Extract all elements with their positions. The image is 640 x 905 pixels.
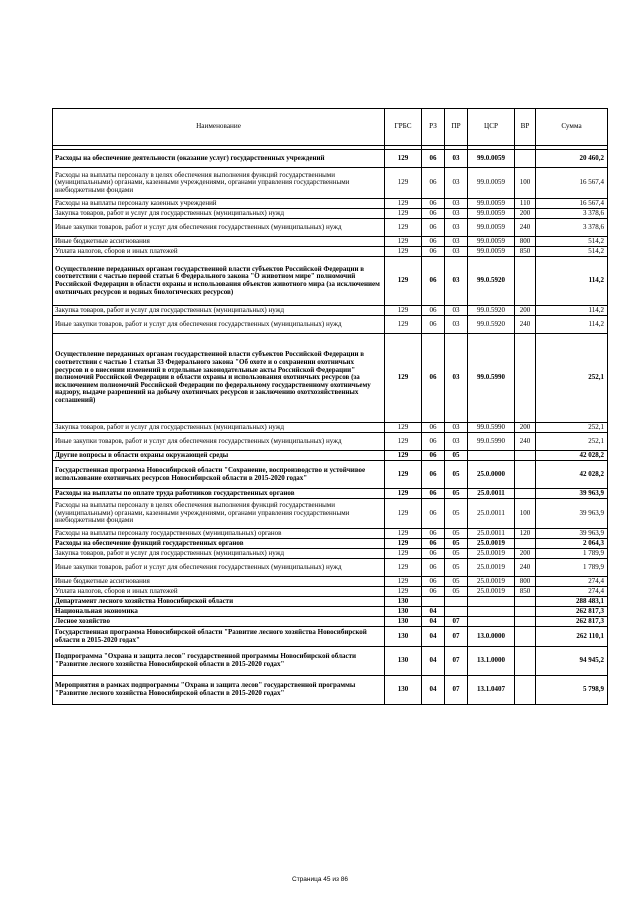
cell-name: Закупка товаров, работ и услуг для государственных (муниципальных) нужд [53, 209, 385, 219]
cell-pr: 03 [445, 316, 468, 334]
cell-vr: 200 [515, 306, 536, 316]
cell-csr: 99.0.0059 [468, 247, 515, 257]
cell-name: Осуществление переданных органам государственной власти субъектов Российской Федерации в соответствии с частью первой статьи 6 Федерального закона "О животном мире" полномочий Российской Федерации в области охраны и использования объектов животного мира (за исключением охотничьих ресурсов и водных биологических ресурсов) [53, 257, 385, 306]
cell-sum: 262 817,3 [536, 617, 608, 627]
cell-vr: 800 [515, 237, 536, 247]
cell-rz: 06 [422, 423, 445, 433]
cell-name: Иные закупки товаров, работ и услуг для обеспечения государственных (муниципальных) нужд [53, 433, 385, 451]
cell-rz: 06 [422, 219, 445, 237]
cell-grbs: 129 [385, 219, 422, 237]
cell-vr: 120 [515, 529, 536, 539]
cell-pr: 05 [445, 549, 468, 559]
cell-name: Расходы на выплаты персоналу казенных учреждений [53, 199, 385, 209]
cell-rz: 06 [422, 587, 445, 597]
cell-grbs: 129 [385, 549, 422, 559]
table-row [53, 617, 608, 627]
cell-csr [468, 617, 515, 627]
cell-csr: 99.0.0059 [468, 168, 515, 199]
cell-rz: 06 [422, 499, 445, 529]
cell-name: Иные закупки товаров, работ и услуг для обеспечения государственных (муниципальных) нужд [53, 219, 385, 237]
cell-csr: 99.0.0059 [468, 237, 515, 247]
cell-grbs: 129 [385, 529, 422, 539]
cell-sum: 2 064,3 [536, 539, 608, 549]
cell-grbs: 129 [385, 461, 422, 489]
cell-name: Национальная экономика [53, 607, 385, 617]
cell-rz: 04 [422, 617, 445, 627]
table-row [53, 676, 608, 705]
cell-name: Подпрограмма "Охрана и защита лесов" государственной программы Новосибирской области "Развитие лесного хозяйства Новосибирской области в 2015-2020 годах" [53, 647, 385, 676]
cell-name: Осуществление переданных органам государственной власти субъектов Российской Федерации в соответствии с частью 1 статьи 33 Федерального закона "Об охоте и о сохранении охотничьих ресурсов и о внесении изменений в отдельные законодательные акты Российской Федерации" полномочий Российской Федерации в области охраны и использования охотничьих ресурсов (за исключением полномочий Российской Федерации по федеральному государственному охотничьему надзору, выдаче разрешений на добычу охотничьих ресурсов и заключению охотхозяйственных соглашений) [53, 334, 385, 423]
cell-pr: 03 [445, 237, 468, 247]
table-row [53, 627, 608, 647]
header-name: Наименование [53, 109, 385, 146]
table-header-row [53, 109, 608, 146]
table-row [53, 433, 608, 451]
cell-name: Уплата налогов, сборов и иных платежей [53, 247, 385, 257]
cell-name: Иные бюджетные ассигнования [53, 237, 385, 247]
cell-sum: 16 567,4 [536, 168, 608, 199]
cell-csr: 13.0.0000 [468, 627, 515, 647]
table-row [53, 316, 608, 334]
table-row [53, 499, 608, 529]
table-row [53, 539, 608, 549]
cell-pr [445, 597, 468, 607]
cell-sum: 42 028,2 [536, 461, 608, 489]
cell-sum: 252,1 [536, 433, 608, 451]
cell-csr: 25.0.0011 [468, 499, 515, 529]
cell-sum: 20 460,2 [536, 150, 608, 168]
cell-vr [515, 627, 536, 647]
cell-rz: 04 [422, 647, 445, 676]
cell-sum: 39 963,9 [536, 529, 608, 539]
cell-grbs: 129 [385, 433, 422, 451]
table-row [53, 597, 608, 607]
cell-csr: 25.0.0019 [468, 539, 515, 549]
header-csr: ЦСР [468, 109, 515, 146]
cell-grbs: 129 [385, 587, 422, 597]
cell-rz: 06 [422, 489, 445, 499]
cell-sum: 274,4 [536, 587, 608, 597]
cell-grbs: 130 [385, 627, 422, 647]
header-grbs: ГРБС [385, 109, 422, 146]
cell-sum: 1 789,9 [536, 559, 608, 577]
cell-name: Уплата налогов, сборов и иных платежей [53, 587, 385, 597]
cell-rz: 06 [422, 559, 445, 577]
cell-name: Иные закупки товаров, работ и услуг для обеспечения государственных (муниципальных) нужд [53, 316, 385, 334]
cell-vr: 100 [515, 499, 536, 529]
cell-csr: 99.0.5990 [468, 433, 515, 451]
budget-table [52, 108, 608, 705]
cell-sum: 42 028,2 [536, 451, 608, 461]
table-row [53, 489, 608, 499]
cell-sum: 114,2 [536, 306, 608, 316]
table-row [53, 607, 608, 617]
cell-grbs: 130 [385, 647, 422, 676]
cell-rz: 04 [422, 627, 445, 647]
table-row [53, 647, 608, 676]
cell-vr: 200 [515, 423, 536, 433]
cell-name: Расходы на обеспечение деятельности (оказание услуг) государственных учреждений [53, 150, 385, 168]
cell-sum: 514,2 [536, 237, 608, 247]
cell-name: Расходы на обеспечение функций государственных органов [53, 539, 385, 549]
cell-vr: 240 [515, 316, 536, 334]
cell-sum: 3 378,6 [536, 209, 608, 219]
cell-pr: 05 [445, 451, 468, 461]
table-row [53, 451, 608, 461]
cell-grbs: 129 [385, 559, 422, 577]
cell-vr: 240 [515, 219, 536, 237]
table-row [53, 529, 608, 539]
cell-sum: 288 483,1 [536, 597, 608, 607]
cell-sum: 262 817,3 [536, 607, 608, 617]
cell-rz: 06 [422, 433, 445, 451]
cell-name: Лесное хозяйство [53, 617, 385, 627]
cell-vr: 200 [515, 549, 536, 559]
cell-grbs: 129 [385, 257, 422, 306]
cell-vr [515, 539, 536, 549]
cell-csr: 99.0.0059 [468, 150, 515, 168]
table-row [53, 549, 608, 559]
cell-name: Расходы на выплаты персоналу в целях обеспечения выполнения функций государственными (муниципальными) органами, казенными учреждениями, органами управления государственными внебюджетными фондами [53, 499, 385, 529]
cell-rz: 06 [422, 461, 445, 489]
cell-vr: 850 [515, 587, 536, 597]
cell-rz [422, 597, 445, 607]
table-row [53, 306, 608, 316]
cell-vr [515, 334, 536, 423]
cell-grbs: 129 [385, 168, 422, 199]
cell-sum: 16 567,4 [536, 199, 608, 209]
cell-sum: 514,2 [536, 247, 608, 257]
cell-csr: 99.0.5990 [468, 423, 515, 433]
cell-name: Закупка товаров, работ и услуг для государственных (муниципальных) нужд [53, 549, 385, 559]
cell-pr: 03 [445, 209, 468, 219]
cell-csr: 13.1.0407 [468, 676, 515, 705]
cell-name: Расходы на выплаты по оплате труда работников государственных органов [53, 489, 385, 499]
cell-sum: 252,1 [536, 423, 608, 433]
table-row [53, 168, 608, 199]
cell-rz: 06 [422, 257, 445, 306]
cell-csr: 25.0.0011 [468, 529, 515, 539]
cell-sum: 274,4 [536, 577, 608, 587]
table-row [53, 209, 608, 219]
table-row [53, 423, 608, 433]
cell-vr [515, 451, 536, 461]
cell-csr: 99.0.0059 [468, 199, 515, 209]
cell-csr: 99.0.0059 [468, 209, 515, 219]
table-row [53, 219, 608, 237]
cell-sum: 262 110,1 [536, 627, 608, 647]
cell-pr: 05 [445, 559, 468, 577]
cell-pr: 07 [445, 617, 468, 627]
cell-rz: 06 [422, 577, 445, 587]
cell-pr: 03 [445, 257, 468, 306]
cell-grbs: 129 [385, 306, 422, 316]
table-row [53, 247, 608, 257]
cell-grbs: 129 [385, 237, 422, 247]
header-sum: Сумма [536, 109, 608, 146]
cell-vr: 100 [515, 168, 536, 199]
table-row [53, 587, 608, 597]
cell-name: Закупка товаров, работ и услуг для государственных (муниципальных) нужд [53, 423, 385, 433]
cell-name: Расходы на выплаты персоналу государственных (муниципальных) органов [53, 529, 385, 539]
cell-vr [515, 647, 536, 676]
cell-rz: 06 [422, 529, 445, 539]
cell-name: Мероприятия в рамках подпрограммы "Охрана и защита лесов" государственной программы "Развитие лесного хозяйства Новосибирской области в 2015-2020 годах" [53, 676, 385, 705]
cell-vr [515, 676, 536, 705]
cell-rz: 06 [422, 247, 445, 257]
cell-pr: 03 [445, 219, 468, 237]
cell-sum: 3 378,6 [536, 219, 608, 237]
cell-csr [468, 607, 515, 617]
cell-sum: 1 789,9 [536, 549, 608, 559]
cell-name: Расходы на выплаты персоналу в целях обеспечения выполнения функций государственными (муниципальными) органами, казенными учреждениями, органами управления государственными внебюджетными фондами [53, 168, 385, 199]
table-row [53, 559, 608, 577]
cell-pr: 03 [445, 150, 468, 168]
cell-name: Иные закупки товаров, работ и услуг для обеспечения государственных (муниципальных) нужд [53, 559, 385, 577]
cell-vr [515, 617, 536, 627]
table-row [53, 461, 608, 489]
table-row [53, 577, 608, 587]
cell-sum: 5 798,9 [536, 676, 608, 705]
cell-grbs: 129 [385, 423, 422, 433]
cell-vr: 800 [515, 577, 536, 587]
cell-pr: 05 [445, 587, 468, 597]
cell-pr: 03 [445, 306, 468, 316]
cell-grbs: 129 [385, 199, 422, 209]
cell-vr: 850 [515, 247, 536, 257]
cell-rz: 06 [422, 209, 445, 219]
cell-csr: 25.0.0000 [468, 461, 515, 489]
cell-grbs: 129 [385, 499, 422, 529]
cell-sum: 114,2 [536, 257, 608, 306]
cell-rz: 06 [422, 549, 445, 559]
cell-rz: 06 [422, 539, 445, 549]
cell-csr [468, 597, 515, 607]
table-row [53, 237, 608, 247]
cell-grbs: 129 [385, 247, 422, 257]
cell-rz: 06 [422, 451, 445, 461]
cell-rz: 06 [422, 199, 445, 209]
cell-rz: 06 [422, 316, 445, 334]
cell-pr: 03 [445, 433, 468, 451]
cell-vr [515, 489, 536, 499]
cell-rz: 06 [422, 168, 445, 199]
cell-name: Закупка товаров, работ и услуг для государственных (муниципальных) нужд [53, 306, 385, 316]
cell-csr: 99.0.5990 [468, 334, 515, 423]
table-row [53, 334, 608, 423]
cell-vr [515, 257, 536, 306]
cell-csr: 99.0.5920 [468, 316, 515, 334]
cell-name: Государственная программа Новосибирской области "Сохранение, воспроизводство и устойчивое использование охотничьих ресурсов Новосибирской области в 2015-2020 годах" [53, 461, 385, 489]
cell-grbs: 130 [385, 597, 422, 607]
cell-csr: 25.0.0011 [468, 489, 515, 499]
cell-csr: 25.0.0019 [468, 549, 515, 559]
cell-pr: 07 [445, 676, 468, 705]
table-row [53, 199, 608, 209]
cell-pr: 03 [445, 247, 468, 257]
cell-grbs: 129 [385, 451, 422, 461]
cell-pr: 05 [445, 529, 468, 539]
cell-grbs: 129 [385, 150, 422, 168]
cell-name: Иные бюджетные ассигнования [53, 577, 385, 587]
cell-vr [515, 607, 536, 617]
cell-name: Департамент лесного хозяйства Новосибирской области [53, 597, 385, 607]
cell-csr: 99.0.5920 [468, 306, 515, 316]
cell-pr: 03 [445, 199, 468, 209]
cell-pr: 05 [445, 461, 468, 489]
cell-pr: 05 [445, 489, 468, 499]
cell-pr: 03 [445, 423, 468, 433]
cell-grbs: 130 [385, 617, 422, 627]
header-vr: ВР [515, 109, 536, 146]
cell-sum: 39 963,9 [536, 499, 608, 529]
cell-name: Государственная программа Новосибирской области "Развитие лесного хозяйства Новосибирской области в 2015-2020 годах" [53, 627, 385, 647]
cell-vr [515, 461, 536, 489]
cell-pr: 03 [445, 168, 468, 199]
header-rz: РЗ [422, 109, 445, 146]
cell-pr: 07 [445, 627, 468, 647]
cell-pr: 05 [445, 577, 468, 587]
header-pr: ПР [445, 109, 468, 146]
cell-sum: 252,1 [536, 334, 608, 423]
cell-sum: 114,2 [536, 316, 608, 334]
cell-grbs: 130 [385, 607, 422, 617]
cell-pr: 05 [445, 499, 468, 529]
cell-csr [468, 451, 515, 461]
cell-rz: 06 [422, 150, 445, 168]
cell-grbs: 129 [385, 209, 422, 219]
cell-vr: 110 [515, 199, 536, 209]
page-number: Страница 45 из 86 [292, 876, 348, 883]
cell-rz: 06 [422, 334, 445, 423]
cell-sum: 94 945,2 [536, 647, 608, 676]
cell-sum: 39 963,9 [536, 489, 608, 499]
cell-vr: 240 [515, 559, 536, 577]
cell-pr: 07 [445, 647, 468, 676]
cell-vr [515, 597, 536, 607]
cell-rz: 06 [422, 237, 445, 247]
cell-pr [445, 607, 468, 617]
cell-csr: 25.0.0019 [468, 587, 515, 597]
cell-grbs: 129 [385, 577, 422, 587]
cell-grbs: 129 [385, 489, 422, 499]
cell-vr [515, 150, 536, 168]
table-row [53, 257, 608, 306]
cell-csr: 25.0.0019 [468, 577, 515, 587]
cell-vr: 200 [515, 209, 536, 219]
cell-pr: 03 [445, 334, 468, 423]
cell-csr: 99.0.5920 [468, 257, 515, 306]
cell-rz: 06 [422, 306, 445, 316]
cell-csr: 25.0.0019 [468, 559, 515, 577]
cell-pr: 05 [445, 539, 468, 549]
cell-grbs: 129 [385, 316, 422, 334]
cell-csr: 99.0.0059 [468, 219, 515, 237]
cell-csr: 13.1.0000 [468, 647, 515, 676]
cell-grbs: 130 [385, 676, 422, 705]
cell-name: Другие вопросы в области охраны окружающей среды [53, 451, 385, 461]
cell-grbs: 129 [385, 334, 422, 423]
cell-grbs: 129 [385, 539, 422, 549]
table-row [53, 150, 608, 168]
cell-vr: 240 [515, 433, 536, 451]
cell-rz: 04 [422, 607, 445, 617]
cell-rz: 04 [422, 676, 445, 705]
